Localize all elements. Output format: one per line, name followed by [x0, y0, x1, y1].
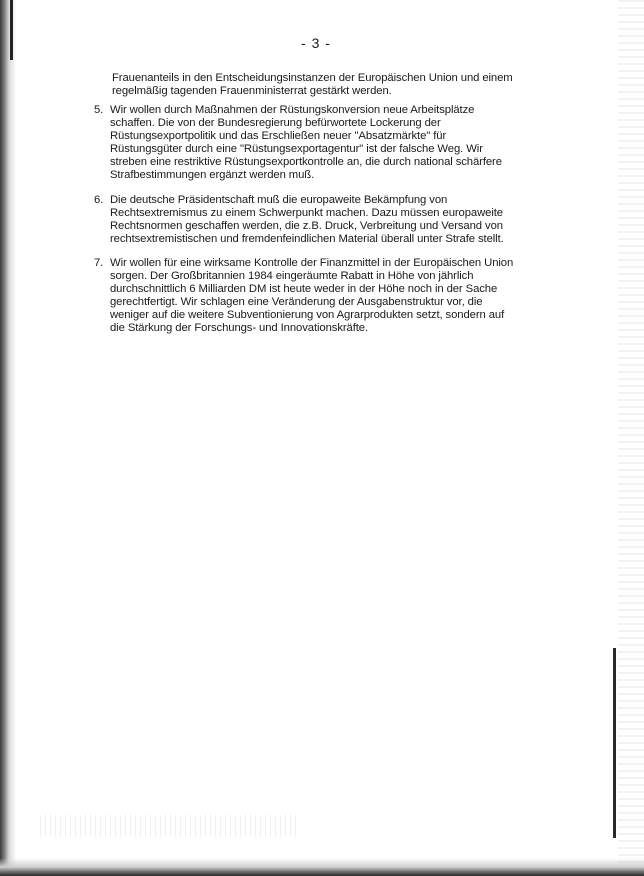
text-line: Die deutsche Präsidentschaft muß die europaweite Bekämpfung von — [110, 194, 448, 206]
list-item-number: 5. — [94, 104, 104, 116]
text-line: rechtsextremistischen und fremdenfeindlichen Material überall unter Strafe stellt. — [110, 233, 504, 245]
scan-right-bar — [613, 648, 616, 838]
list-item-text — [110, 257, 530, 335]
list-item-number: 7. — [94, 257, 104, 269]
text-line: Wir wollen für eine wirksame Kontrolle der Finanzmittel in der Europäischen Union — [110, 257, 514, 269]
scan-bottom-edge — [0, 858, 644, 876]
list-item-text — [110, 194, 530, 246]
text-line: weniger auf die weitere Subventionierung von Agrarprodukten setzt, sondern auf — [110, 309, 505, 321]
text-line: Rüstungsexportpolitik und das Erschließen neuer "Absatzmärkte" für — [110, 130, 447, 142]
text-line: Frauenanteils in den Entscheidungsinstanzen der Europäischen Union und einem — [112, 72, 513, 84]
scan-left-mark — [10, 0, 13, 60]
text-line: schaffen. Die von der Bundesregierung befürwortete Lockerung der — [110, 117, 441, 129]
list-item-text — [110, 104, 530, 182]
text-line: sorgen. Der Großbritannien 1984 eingeräumte Rabatt in Höhe von jährlich — [110, 270, 474, 282]
text-line: Rechtsextremismus zu einem Schwerpunkt machen. Dazu müssen europaweite — [110, 207, 503, 219]
text-line: regelmäßig tagenden Frauenministerrat gestärkt werden. — [112, 85, 392, 97]
text-line: Rüstungsgüter durch eine "Rüstungsexportagentur" ist der falsche Weg. Wir — [110, 143, 483, 155]
text-line: Rechtsnormen geschaffen werden, die z.B. Druck, Verbreitung und Versand von — [110, 220, 503, 232]
scan-left-edge — [0, 0, 16, 876]
text-line: Wir wollen durch Maßnahmen der Rüstungskonversion neue Arbeitsplätze — [110, 104, 475, 116]
scan-right-edge — [618, 0, 644, 876]
text-line: Strafbestimmungen ergänzt werden muß. — [110, 169, 315, 181]
text-line: gerechtfertigt. Wir schlagen eine Veränderung der Ausgabenstruktur vor, die — [110, 296, 483, 308]
continuation-paragraph — [112, 72, 532, 98]
list-item-number: 6. — [94, 194, 104, 206]
text-line: die Stärkung der Forschungs- und Innovationskräfte. — [110, 322, 369, 334]
text-line: durchschnittlich 6 Milliarden DM ist heute weder in der Höhe noch in der Sache — [110, 283, 498, 295]
text-line: streben eine restriktive Rüstungsexportkontrolle an, die durch national schärfere — [110, 156, 502, 168]
scan-speckle — [40, 815, 300, 837]
page-number: - 3 - — [301, 35, 331, 51]
